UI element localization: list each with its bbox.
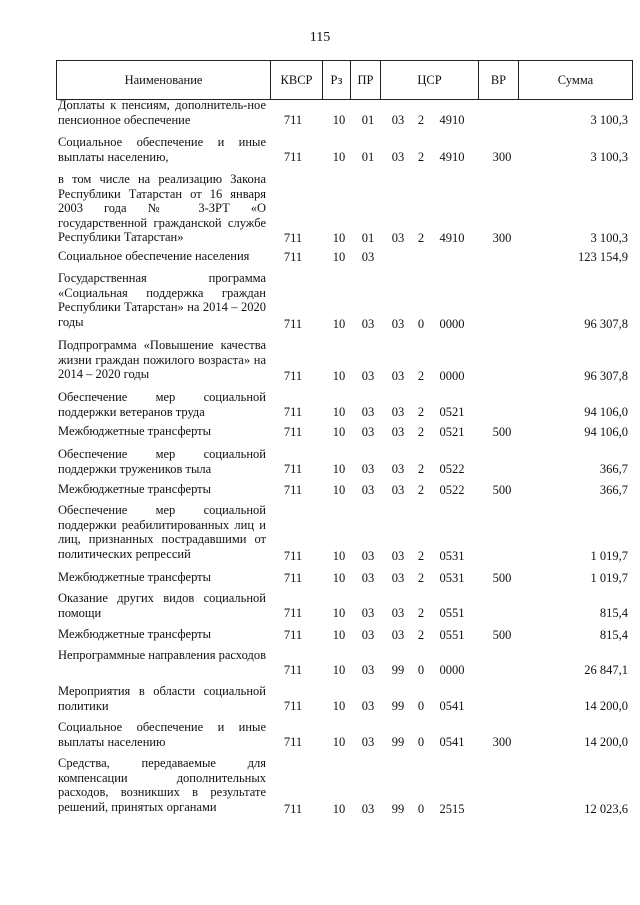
row-name: Социальное обеспечение и иные выплаты населению bbox=[58, 720, 266, 749]
row-pr: 03 bbox=[361, 249, 375, 264]
row-sum: 3 100,3 bbox=[590, 149, 628, 164]
table-row bbox=[56, 648, 632, 677]
row-csr-subprogram: 0 bbox=[417, 316, 425, 331]
header-sum: Сумма bbox=[519, 61, 633, 100]
row-kvsr: 711 bbox=[283, 698, 303, 713]
row-pr: 03 bbox=[361, 734, 375, 749]
table-row bbox=[56, 172, 632, 245]
row-sum: 26 847,1 bbox=[584, 662, 628, 677]
row-name: Социальное обеспечение населения bbox=[58, 249, 250, 263]
row-kvsr: 711 bbox=[283, 548, 303, 563]
row-csr-program: 03 bbox=[391, 627, 405, 642]
table-row bbox=[56, 447, 632, 476]
row-csr-direction: 0531 bbox=[439, 548, 465, 563]
row-csr-direction: 0000 bbox=[439, 662, 465, 677]
row-pr: 03 bbox=[361, 482, 375, 497]
row-csr-direction: 0541 bbox=[439, 734, 465, 749]
row-rz: 10 bbox=[332, 461, 346, 476]
row-sum: 815,4 bbox=[599, 605, 628, 620]
row-csr-subprogram: 2 bbox=[417, 112, 425, 127]
row-csr-direction: 0521 bbox=[439, 424, 465, 439]
row-csr-subprogram: 2 bbox=[417, 461, 425, 476]
row-rz: 10 bbox=[332, 570, 346, 585]
row-sum: 94 106,0 bbox=[584, 404, 628, 419]
row-pr: 03 bbox=[361, 605, 375, 620]
row-rz: 10 bbox=[332, 149, 346, 164]
row-pr: 03 bbox=[361, 548, 375, 563]
row-vr: 300 bbox=[492, 149, 512, 164]
row-kvsr: 711 bbox=[283, 230, 303, 245]
row-kvsr: 711 bbox=[283, 368, 303, 383]
row-csr-program: 99 bbox=[391, 734, 405, 749]
row-csr-subprogram: 2 bbox=[417, 149, 425, 164]
table-header bbox=[56, 60, 633, 100]
header-rz: Рз bbox=[323, 61, 351, 100]
row-name: Мероприятия в области социальной политики bbox=[58, 684, 266, 713]
row-pr: 03 bbox=[361, 698, 375, 713]
row-csr-program: 03 bbox=[391, 368, 405, 383]
row-sum: 366,7 bbox=[599, 461, 628, 476]
row-name: Средства, передаваемые для компенсации дополнительных расходов, возникших в результате решений, принятых органами bbox=[58, 756, 266, 814]
row-kvsr: 711 bbox=[283, 605, 303, 620]
row-sum: 3 100,3 bbox=[590, 112, 628, 127]
row-name: Межбюджетные трансферты bbox=[58, 570, 212, 584]
row-pr: 03 bbox=[361, 424, 375, 439]
row-csr-subprogram: 2 bbox=[417, 482, 425, 497]
row-kvsr: 711 bbox=[283, 316, 303, 331]
row-kvsr: 711 bbox=[283, 249, 303, 264]
row-rz: 10 bbox=[332, 627, 346, 642]
header-vr: ВР bbox=[479, 61, 519, 100]
row-sum: 14 200,0 bbox=[584, 698, 628, 713]
row-pr: 03 bbox=[361, 461, 375, 476]
header-name: Наименование bbox=[57, 61, 271, 100]
row-name: Межбюджетные трансферты bbox=[58, 627, 212, 641]
row-name: Непрограммные направления расходов bbox=[58, 648, 266, 662]
row-kvsr: 711 bbox=[283, 734, 303, 749]
row-rz: 10 bbox=[332, 698, 346, 713]
row-sum: 12 023,6 bbox=[584, 801, 628, 816]
row-rz: 10 bbox=[332, 112, 346, 127]
row-kvsr: 711 bbox=[283, 149, 303, 164]
table-row bbox=[56, 627, 632, 642]
row-pr: 01 bbox=[361, 149, 375, 164]
table-row bbox=[56, 338, 632, 383]
row-pr: 03 bbox=[361, 801, 375, 816]
row-csr-direction: 0000 bbox=[439, 316, 465, 331]
row-kvsr: 711 bbox=[283, 627, 303, 642]
row-csr-direction: 0551 bbox=[439, 605, 465, 620]
row-csr-program: 99 bbox=[391, 662, 405, 677]
header-pr: ПР bbox=[351, 61, 381, 100]
header-kvsr: КВСР bbox=[271, 61, 323, 100]
row-pr: 03 bbox=[361, 316, 375, 331]
table-row bbox=[56, 249, 632, 264]
table-row bbox=[56, 390, 632, 419]
row-name: Обеспечение мер социальной поддержки реабилитированных лиц и лиц, признанных пострадавшими от политических репрессий bbox=[58, 503, 266, 561]
row-vr: 500 bbox=[492, 627, 512, 642]
row-pr: 01 bbox=[361, 230, 375, 245]
row-kvsr: 711 bbox=[283, 461, 303, 476]
row-csr-subprogram: 2 bbox=[417, 605, 425, 620]
row-csr-program: 03 bbox=[391, 548, 405, 563]
row-name: Межбюджетные трансферты bbox=[58, 482, 212, 496]
row-csr-program: 03 bbox=[391, 112, 405, 127]
row-rz: 10 bbox=[332, 404, 346, 419]
row-csr-direction: 0000 bbox=[439, 368, 465, 383]
row-sum: 94 106,0 bbox=[584, 424, 628, 439]
header-csr: ЦСР bbox=[381, 61, 479, 100]
row-csr-direction: 4910 bbox=[439, 149, 465, 164]
row-sum: 123 154,9 bbox=[578, 249, 628, 264]
table-row bbox=[56, 135, 632, 164]
row-sum: 3 100,3 bbox=[590, 230, 628, 245]
table-row bbox=[56, 591, 632, 620]
row-csr-program: 99 bbox=[391, 698, 405, 713]
table-row bbox=[56, 570, 632, 585]
row-rz: 10 bbox=[332, 249, 346, 264]
table-row bbox=[56, 684, 632, 713]
row-csr-direction: 4910 bbox=[439, 112, 465, 127]
row-vr: 500 bbox=[492, 482, 512, 497]
row-sum: 366,7 bbox=[599, 482, 628, 497]
row-rz: 10 bbox=[332, 482, 346, 497]
row-kvsr: 711 bbox=[283, 424, 303, 439]
row-csr-subprogram: 2 bbox=[417, 627, 425, 642]
table-row bbox=[56, 271, 632, 331]
row-sum: 96 307,8 bbox=[584, 316, 628, 331]
row-csr-subprogram: 2 bbox=[417, 230, 425, 245]
row-csr-direction: 0551 bbox=[439, 627, 465, 642]
row-rz: 10 bbox=[332, 734, 346, 749]
row-sum: 1 019,7 bbox=[590, 570, 628, 585]
row-csr-program: 03 bbox=[391, 316, 405, 331]
row-rz: 10 bbox=[332, 316, 346, 331]
row-rz: 10 bbox=[332, 662, 346, 677]
row-name: Социальное обеспечение и иные выплаты населению, bbox=[58, 135, 266, 164]
table-row bbox=[56, 720, 632, 749]
row-csr-program: 03 bbox=[391, 570, 405, 585]
row-csr-subprogram: 0 bbox=[417, 662, 425, 677]
row-csr-program: 03 bbox=[391, 424, 405, 439]
row-rz: 10 bbox=[332, 605, 346, 620]
row-csr-direction: 0541 bbox=[439, 698, 465, 713]
row-kvsr: 711 bbox=[283, 801, 303, 816]
table-row bbox=[56, 98, 632, 127]
row-sum: 1 019,7 bbox=[590, 548, 628, 563]
row-csr-program: 99 bbox=[391, 801, 405, 816]
row-csr-subprogram: 0 bbox=[417, 734, 425, 749]
row-kvsr: 711 bbox=[283, 112, 303, 127]
row-vr: 500 bbox=[492, 570, 512, 585]
row-kvsr: 711 bbox=[283, 404, 303, 419]
row-rz: 10 bbox=[332, 801, 346, 816]
row-name: Государственная программа «Социальная поддержка граждан Республики Татарстан» на 2014 – 2020 годы bbox=[58, 271, 266, 329]
row-csr-subprogram: 2 bbox=[417, 548, 425, 563]
table-row bbox=[56, 482, 632, 497]
row-csr-direction: 0521 bbox=[439, 404, 465, 419]
row-name: в том числе на реализацию Закона Республики Татарстан от 16 января 2003 года № 3-ЗРТ «О государственной гражданской службе Республики Татарстан» bbox=[58, 172, 266, 244]
page-number: 115 bbox=[309, 30, 331, 45]
row-csr-direction: 0531 bbox=[439, 570, 465, 585]
row-vr: 500 bbox=[492, 424, 512, 439]
row-csr-subprogram: 2 bbox=[417, 368, 425, 383]
row-csr-program: 03 bbox=[391, 230, 405, 245]
table-row bbox=[56, 503, 632, 563]
row-pr: 03 bbox=[361, 404, 375, 419]
row-csr-program: 03 bbox=[391, 605, 405, 620]
row-pr: 03 bbox=[361, 662, 375, 677]
row-name: Подпрограмма «Повышение качества жизни граждан пожилого возраста» на 2014 – 2020 годы bbox=[58, 338, 266, 381]
table-row bbox=[56, 756, 632, 816]
row-pr: 03 bbox=[361, 570, 375, 585]
row-sum: 14 200,0 bbox=[584, 734, 628, 749]
row-pr: 03 bbox=[361, 627, 375, 642]
row-rz: 10 bbox=[332, 548, 346, 563]
row-csr-program: 03 bbox=[391, 461, 405, 476]
row-csr-subprogram: 2 bbox=[417, 570, 425, 585]
row-kvsr: 711 bbox=[283, 662, 303, 677]
table-row bbox=[56, 424, 632, 439]
row-name: Обеспечение мер социальной поддержки тружеников тыла bbox=[58, 447, 266, 476]
row-csr-direction: 0522 bbox=[439, 461, 465, 476]
row-csr-direction: 0522 bbox=[439, 482, 465, 497]
row-csr-direction: 4910 bbox=[439, 230, 465, 245]
row-kvsr: 711 bbox=[283, 570, 303, 585]
row-csr-direction: 2515 bbox=[439, 801, 465, 816]
row-csr-program: 03 bbox=[391, 482, 405, 497]
row-rz: 10 bbox=[332, 368, 346, 383]
row-csr-subprogram: 0 bbox=[417, 801, 425, 816]
row-name: Доплаты к пенсиям, дополнитель-ное пенсионное обеспечение bbox=[58, 98, 266, 127]
row-rz: 10 bbox=[332, 424, 346, 439]
row-csr-subprogram: 2 bbox=[417, 404, 425, 419]
row-csr-subprogram: 0 bbox=[417, 698, 425, 713]
row-vr: 300 bbox=[492, 734, 512, 749]
row-name: Межбюджетные трансферты bbox=[58, 424, 212, 438]
row-csr-program: 03 bbox=[391, 404, 405, 419]
row-pr: 01 bbox=[361, 112, 375, 127]
row-csr-program: 03 bbox=[391, 149, 405, 164]
row-name: Обеспечение мер социальной поддержки ветеранов труда bbox=[58, 390, 266, 419]
row-sum: 96 307,8 bbox=[584, 368, 628, 383]
row-pr: 03 bbox=[361, 368, 375, 383]
row-csr-subprogram: 2 bbox=[417, 424, 425, 439]
row-vr: 300 bbox=[492, 230, 512, 245]
row-kvsr: 711 bbox=[283, 482, 303, 497]
row-name: Оказание других видов социальной помощи bbox=[58, 591, 266, 620]
row-sum: 815,4 bbox=[599, 627, 628, 642]
row-rz: 10 bbox=[332, 230, 346, 245]
